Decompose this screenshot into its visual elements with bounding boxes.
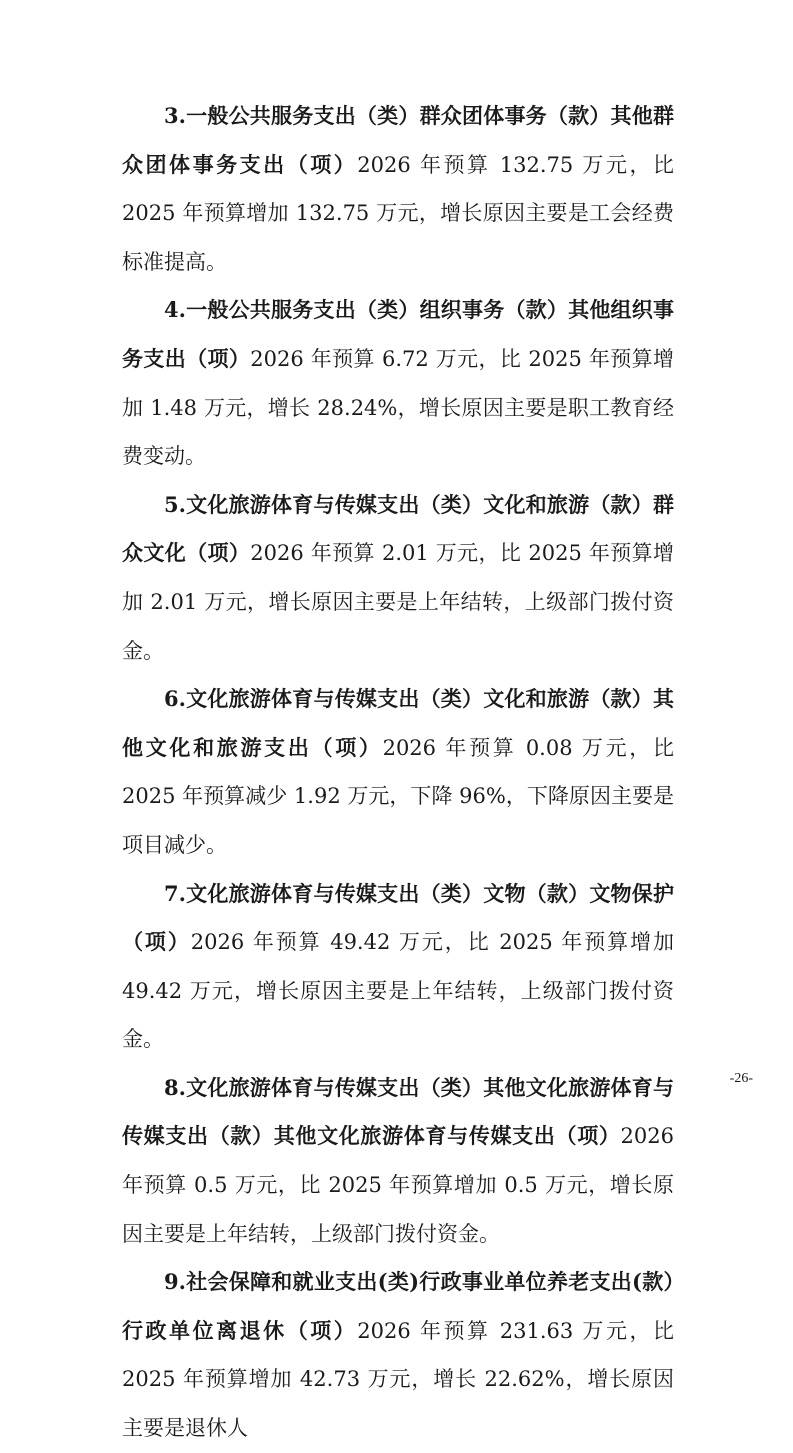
paragraph-text: 2026 年预算 6.72 万元，比 2025 年预算增加 1.48 万元，增长 28.24%，增长原因主要是职工教育经费变动。 bbox=[122, 346, 674, 469]
paragraph-heading: 3.一般公共服务支出（类）群众团体事务（款）其他群众团体事务支出（项） bbox=[122, 103, 674, 177]
page-number: -26- bbox=[729, 1071, 753, 1086]
paragraph-heading: 9.社会保障和就业支出(类)行政事业单位养老支出(款）行政单位离退休（项） bbox=[122, 1269, 674, 1343]
paragraph-heading: 5.文化旅游体育与传媒支出（类）文化和旅游（款）群众文化（项） bbox=[122, 491, 674, 566]
paragraph-text: 2026 年预算 49.42 万元，比 2025 年预算增加 49.42 万元，增长原因主要是上年结转，上级部门拨付资金。 bbox=[122, 930, 674, 1052]
paragraph-heading: 8.文化旅游体育与传媒支出（类）其他文化旅游体育与传媒支出（款）其他文化旅游体育与传媒支出（项） bbox=[122, 1074, 674, 1149]
paragraph-text: 2026 年预算 0.5 万元，比 2025 年预算增加 0.5 万元，增长原因主要是上年结转，上级部门拨付资金。 bbox=[122, 1124, 674, 1246]
document-body bbox=[122, 92, 674, 1453]
paragraph-text: 2026 年预算 132.75 万元，比 2025 年预算增加 132.75 万元，增长原因主要是工会经费标准提高。 bbox=[122, 152, 675, 274]
paragraph-item-9 bbox=[122, 1258, 674, 1452]
paragraph-item-7 bbox=[122, 870, 674, 1064]
paragraph-text: 2026 年预算 2.01 万元，比 2025 年预算增加 2.01 万元，增长原因主要是上年结转，上级部门拨付资金。 bbox=[122, 541, 674, 663]
paragraph-item-3 bbox=[122, 92, 674, 286]
paragraph-item-6 bbox=[122, 675, 674, 869]
paragraph-text: 2026 年预算 0.08 万元，比 2025 年预算减少 1.92 万元，下降 96%，下降原因主要是项目减少。 bbox=[122, 735, 674, 857]
paragraph-text: 2026 年预算 231.63 万元，比 2025 年预算增加 42.73 万元，增长 22.62%，增长原因主要是退休人 bbox=[122, 1318, 675, 1441]
paragraph-item-8 bbox=[122, 1064, 674, 1258]
paragraph-heading: 7.文化旅游体育与传媒支出（类）文物（款）文物保护（项） bbox=[122, 880, 674, 955]
paragraph-heading: 6.文化旅游体育与传媒支出（类）文化和旅游（款）其他文化和旅游支出（项） bbox=[122, 686, 674, 760]
paragraph-heading: 4.一般公共服务支出（类）组织事务（款）其他组织事务支出（项） bbox=[122, 297, 674, 371]
paragraph-item-5 bbox=[122, 481, 674, 675]
paragraph-item-4 bbox=[122, 286, 674, 480]
